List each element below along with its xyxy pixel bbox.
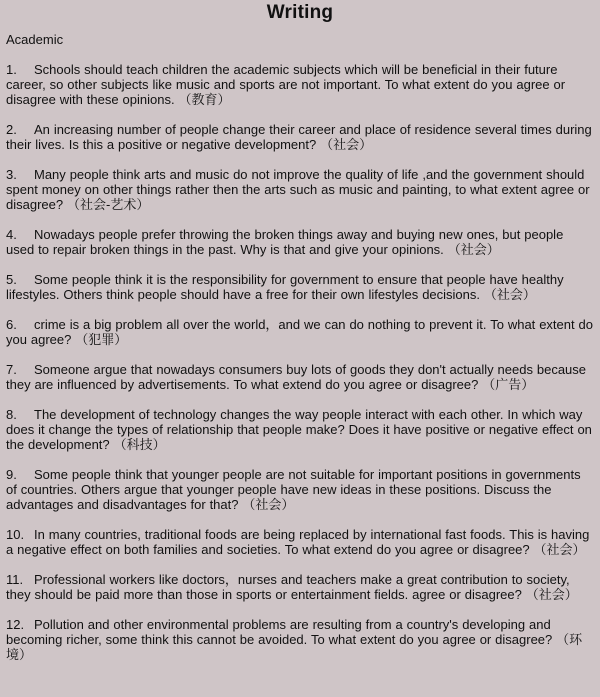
question-item: [6, 62, 594, 107]
question-text: Schools should teach children the academic subjects which will be beneficial in their future career, so other subjects like music and sports are not important. To what extent do you agree or disagree with these opinions. （教育）: [6, 62, 566, 107]
question-item: [6, 122, 594, 152]
question-text: Professional workers like doctors，nurses and teachers make a great contribution to society, they should be paid more than those in sports or entertainment fields. agree or disagree? （社会）: [6, 572, 578, 602]
question-number: 9.: [6, 467, 17, 482]
question-number: 6.: [6, 317, 17, 332]
question-text: In many countries, traditional foods are being replaced by international fast foods. This is having a negative effect on both families and societies. To what extend do you agree or disagree? （社会）: [6, 527, 590, 557]
question-number: 8.: [6, 407, 17, 422]
question-number: 12.: [6, 617, 25, 632]
question-item: [6, 467, 594, 512]
question-number: 2.: [6, 122, 17, 137]
question-text: The development of technology changes the way people interact with each other. In which way does it change the types of relationship that people make? Does it have positive or negative effect on the development? （科技）: [6, 407, 592, 452]
question-item: [6, 572, 594, 602]
question-text: Pollution and other environmental problems are resulting from a country's developing and becoming richer, some think this cannot be avoided. To what extent do you agree or disagree? （环境）: [6, 617, 583, 662]
question-text: Some people think it is the responsibility for government to ensure that people have healthy lifestyles. Others think people should have a free for their own lifestyles decisions. （社会）: [6, 272, 564, 302]
question-number: 11.: [6, 572, 24, 587]
section-label: Academic: [6, 32, 64, 47]
question-number: 4.: [6, 227, 17, 242]
question-text: Someone argue that nowadays consumers buy lots of goods they don't actually needs because they are influenced by advertisements. To what extend do you agree or disagree? （广告）: [6, 362, 587, 392]
question-text: crime is a big problem all over the world，and we can do nothing to prevent it. To what extent do you agree? （犯罪）: [6, 317, 593, 347]
page-title: Writing: [266, 2, 334, 23]
question-number: 1.: [6, 62, 17, 77]
question-text: An increasing number of people change their career and place of residence several times during their lives. Is this a positive or negative development? （社会）: [6, 122, 592, 152]
question-item: [6, 272, 594, 302]
question-item: [6, 317, 594, 347]
question-number: 10.: [6, 527, 25, 542]
question-text: Many people think arts and music do not improve the quality of life ,and the government should spent money on other things rather then the arts such as music and painting, to what extent agree or disagree? （社会-艺术）: [6, 167, 590, 212]
question-number: 3.: [6, 167, 17, 182]
question-number: 5.: [6, 272, 17, 287]
question-item: [6, 617, 594, 662]
question-item: [6, 167, 594, 212]
question-item: [6, 407, 594, 452]
question-item: [6, 362, 594, 392]
question-text: Nowadays people prefer throwing the broken things away and buying new ones, but people used to repair broken things in the past. Why is that and give your opinions. （社会）: [6, 227, 564, 257]
question-text: Some people think that younger people are not suitable for important positions in governments of countries. Others argue that younger people have new ideas in these positions. Discuss the advantages and disadvantages for that? （社会）: [6, 467, 581, 512]
question-number: 7.: [6, 362, 17, 377]
question-item: [6, 527, 594, 557]
question-item: [6, 227, 594, 257]
